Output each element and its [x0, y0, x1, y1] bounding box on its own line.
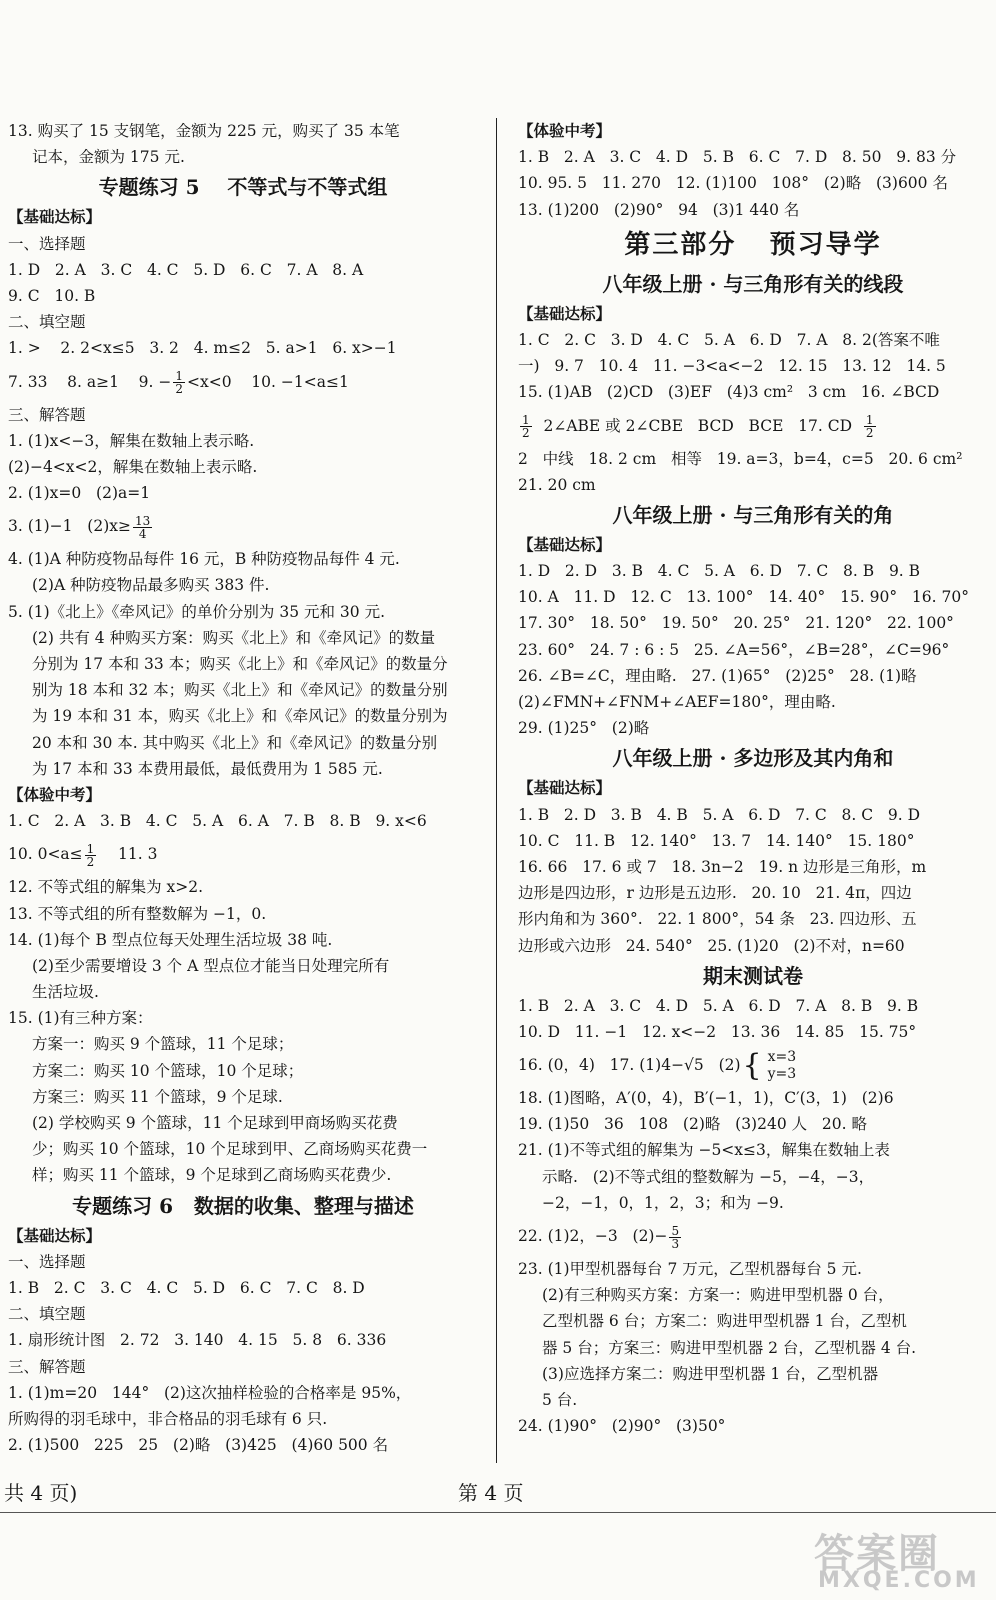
- answer-text: 3. (1)−1 (2)x≥: [8, 517, 131, 536]
- fraction-denominator: 2: [86, 854, 95, 869]
- answer-line: 13. 不等式组的所有整数解为 −1，0.: [8, 904, 267, 923]
- fraction-denominator: 2: [522, 426, 530, 440]
- fraction: [173, 370, 185, 395]
- section-heading: 八年级上册 · 与三角形有关的角: [612, 502, 894, 527]
- answer-line: 4. (1)A 种防疫物品每件 16 元，B 种防疫物品每件 4 元.: [8, 550, 400, 569]
- fraction-denominator: 3: [671, 1236, 680, 1251]
- answer-text: <x<0 10. −1<a≤1: [187, 372, 349, 391]
- answer-line: 23. (1)甲型机器每台 7 万元，乙型机器每台 5 元.: [518, 1260, 862, 1278]
- answer-line: (2)−4<x<2，解集在数轴上表示略.: [8, 457, 258, 476]
- bottom-rule: [0, 1512, 996, 1513]
- question-type-label: 二、填空题: [8, 313, 86, 332]
- answer-line: 12. 不等式组的解集为 x>2.: [8, 878, 204, 897]
- answer-line: 1. D 2. D 3. B 4. C 5. A 6. D 7. C 8. B 9. B: [518, 562, 921, 581]
- question-type-label: 二、填空题: [8, 1305, 86, 1324]
- answer-line: 1. B 2. A 3. C 4. D 5. B 6. C 7. D 8. 50 9. 83 分: [518, 148, 957, 167]
- fraction-numerator: 1: [522, 413, 530, 427]
- column-divider: [496, 118, 497, 1463]
- fraction-numerator: 1: [175, 369, 184, 383]
- answer-line: (3)应选择方案二：购进甲型机器 1 台，乙型机器: [542, 1364, 879, 1383]
- answer-line: 1. C 2. C 3. D 4. C 5. A 6. D 7. A 8. 2(答案不唯: [518, 330, 940, 349]
- answer-line: 别为 18 本和 32 本；购买《北上》和《牵风记》的数量分别: [32, 681, 448, 700]
- subsection-tag: 【基础达标】: [518, 304, 612, 323]
- answer-line-with-fraction: [8, 834, 478, 874]
- answer-text: 22. (1)2，−3 (2)−: [518, 1227, 668, 1245]
- answer-line: 方案二：购买 10 个篮球，10 个足球；: [32, 1061, 304, 1080]
- fraction-numerator: 5: [671, 1223, 680, 1238]
- question-type-label: 三、解答题: [8, 405, 86, 424]
- answer-line: 1. B 2. D 3. B 4. B 5. A 6. D 7. C 8. C 9. D: [518, 805, 921, 824]
- answer-line-with-fraction: [518, 406, 988, 446]
- footer-total-pages: 共 4 页): [4, 1481, 78, 1505]
- answer-line-with-system: [518, 1045, 988, 1085]
- answer-text: 7. 33 8. a≥1 9. −: [8, 372, 172, 391]
- answer-line: 21. 20 cm: [518, 475, 596, 494]
- answer-line: 23. 60° 24. 7 : 6 : 5 25. ∠A=56°，∠B=28°，∠C=96°: [518, 640, 950, 659]
- watermark-logo: [814, 1530, 980, 1594]
- answer-line: 2. (1)x=0 (2)a=1: [8, 484, 151, 503]
- answer-line: 一) 9. 7 10. 4 11. −3<a<−2 12. 15 13. 12 14. 5: [518, 357, 946, 376]
- answer-line: 1. 扇形统计图 2. 72 3. 140 4. 15 5. 8 6. 336: [8, 1331, 387, 1350]
- answer-line: 10. 95. 5 11. 270 12. (1)100 108° (2)略 (3)600 名: [518, 174, 948, 193]
- answer-line: 2 中线 18. 2 cm 相等 19. a=3，b=4，c=5 20. 6 cm²: [518, 449, 963, 468]
- equation-system: [766, 1049, 799, 1083]
- fraction-denominator: 4: [138, 526, 147, 541]
- fraction: [669, 1225, 681, 1250]
- answer-line: 13. 购买了 15 支钢笔，金额为 225 元，购买了 35 本笔: [8, 122, 400, 140]
- answer-line: 13. (1)200 (2)90° 94 (3)1 440 名: [518, 200, 800, 219]
- answer-line: 方案一：购买 9 个篮球，11 个足球；: [32, 1035, 294, 1054]
- fraction: [864, 414, 876, 439]
- answer-line: 1. (1)x<−3，解集在数轴上表示略.: [8, 431, 255, 450]
- answer-line-with-fraction: [8, 506, 478, 546]
- subsection-tag: 【基础达标】: [8, 1226, 102, 1245]
- answer-line: 1. > 2. 2<x≤5 3. 2 4. m≤2 5. a>1 6. x>−1: [8, 339, 397, 358]
- question-type-label: 一、选择题: [8, 1252, 86, 1271]
- answer-line-with-fraction: [518, 1216, 988, 1256]
- answer-line: 1. D 2. A 3. C 4. C 5. D 6. C 7. A 8. A: [8, 260, 364, 279]
- answer-line: 29. (1)25° (2)略: [518, 719, 650, 738]
- answer-line: 生活垃圾.: [32, 983, 99, 1002]
- answer-line: 10. D 11. −1 12. x<−2 13. 36 14. 85 15. 75°: [518, 1022, 917, 1041]
- answer-line: 10. C 11. B 12. 140° 13. 7 14. 140° 15. 180°: [518, 831, 915, 850]
- answer-text: 16. (0，4) 17. (1)4−√5 (2): [518, 1056, 741, 1075]
- fraction-numerator: 1: [86, 841, 95, 856]
- fraction-numerator: 13: [135, 513, 151, 528]
- answer-line: 16. 66 17. 6 或 7 18. 3n−2 19. n 边形是三角形，m: [518, 857, 927, 876]
- answer-line: 18. (1)图略，A′(0，4)，B′(−1，1)，C′(3，1) (2)6: [518, 1089, 894, 1108]
- footer-page-number: 第 4 页: [458, 1481, 524, 1505]
- question-type-label: 三、解答题: [8, 1357, 86, 1376]
- answer-line: 5 台.: [542, 1390, 578, 1409]
- answer-line: 19. (1)50 36 108 (2)略 (3)240 人 20. 略: [518, 1115, 867, 1134]
- answer-line: (2)至少需要增设 3 个 A 型点位才能当日处理完所有: [32, 956, 390, 975]
- watermark-url: MXQE.COM: [818, 1568, 980, 1593]
- equation-line: x=3: [767, 1049, 797, 1066]
- subsection-tag: 【体验中考】: [8, 785, 102, 804]
- answer-line: 乙型机器 6 台；方案二：购进甲型机器 1 台，乙型机: [542, 1312, 907, 1331]
- fraction: [85, 843, 97, 868]
- subsection-tag: 【基础达标】: [518, 535, 612, 554]
- answer-line: 1. B 2. A 3. C 4. D 5. A 6. D 7. A 8. B 9. B: [518, 996, 919, 1015]
- section-heading: 期末测试卷: [703, 963, 803, 988]
- answer-line-with-fraction: [8, 362, 478, 402]
- answer-line: 10. A 11. D 12. C 13. 100° 14. 40° 15. 90° 16. 70°: [518, 588, 969, 607]
- section-heading: 专题练习 5 不等式与不等式组: [98, 175, 388, 200]
- answer-line: 20 本和 30 本. 其中购买《北上》和《牵风记》的数量分别: [32, 733, 438, 752]
- part-heading: 第三部分 预习导学: [624, 229, 882, 260]
- answer-line: 形内角和为 360°. 22. 1 800°，54 条 23. 四边形、五: [518, 910, 917, 929]
- answer-line: (2)A 种防疫物品最多购买 383 件.: [32, 576, 270, 595]
- fraction: [133, 515, 152, 540]
- answer-line: 为 17 本和 33 本费用最低，最低费用为 1 585 元.: [32, 759, 383, 778]
- question-type-label: 一、选择题: [8, 234, 86, 253]
- answer-line: 分别为 17 本和 33 本；购买《北上》和《牵风记》的数量分: [32, 655, 448, 673]
- section-heading: 专题练习 6 数据的收集、整理与描述: [72, 1193, 414, 1218]
- fraction-denominator: 2: [865, 426, 874, 440]
- fraction: [520, 414, 532, 439]
- answer-line: 9. C 10. B: [8, 286, 96, 305]
- answer-line: 2. (1)500 225 25 (2)略 (3)425 (4)60 500 名: [8, 1436, 389, 1455]
- answer-line: 21. (1)不等式组的解集为 −5<x≤3，解集在数轴上表: [518, 1141, 890, 1160]
- subsection-tag: 【基础达标】: [518, 779, 612, 798]
- answer-text: 2∠ABE 或 2∠CBE BCD BCE 17. CD: [533, 416, 862, 435]
- fraction-numerator: 1: [865, 413, 874, 427]
- answer-text: 11. 3: [98, 845, 158, 864]
- answer-line: 少；购买 10 个篮球，10 个足球到甲、乙商场购买花费一: [32, 1140, 428, 1159]
- subsection-tag: 【基础达标】: [8, 208, 102, 227]
- answer-line: 1. B 2. C 3. C 4. C 5. D 6. C 7. C 8. D: [8, 1278, 365, 1297]
- answer-line: (2)有三种购买方案：方案一：购进甲型机器 0 台，: [542, 1286, 894, 1305]
- section-heading: 八年级上册 · 多边形及其内角和: [612, 746, 894, 771]
- answer-line: 边形或六边形 24. 540° 25. (1)20 (2)不对，n=60: [518, 936, 905, 955]
- equation-line: y=3: [767, 1066, 797, 1083]
- answer-line: (2) 学校购买 9 个篮球，11 个足球到甲商场购买花费: [32, 1114, 398, 1132]
- answer-line: (2)∠FMN+∠FNM+∠AEF=180°，理由略.: [518, 693, 836, 711]
- watermark-title: 答案圈: [814, 1531, 940, 1577]
- answer-line: 5. (1)《北上》《牵风记》的单价分别为 35 元和 30 元.: [8, 602, 386, 621]
- answer-line: 1. C 2. A 3. B 4. C 5. A 6. A 7. B 8. B 9. x<6: [8, 812, 427, 831]
- answer-line: 所购得的羽毛球中，非合格品的羽毛球有 6 只.: [8, 1409, 328, 1428]
- fraction-denominator: 2: [175, 382, 184, 396]
- answer-line: 15. (1)有三种方案：: [8, 1009, 153, 1028]
- subsection-tag: 【体验中考】: [518, 122, 612, 140]
- answer-line: 24. (1)90° (2)90° (3)50°: [518, 1417, 726, 1436]
- answer-line: 15. (1)AB (2)CD (3)EF (4)3 cm² 3 cm 16. ∠BCD: [518, 383, 940, 402]
- answer-line: −2，−1，0，1，2，3；和为 −9.: [542, 1193, 784, 1212]
- answer-line: 方案三：购买 11 个篮球，9 个足球.: [32, 1087, 283, 1106]
- answer-line: 1. (1)m=20 144° (2)这次抽样检验的合格率是 95%，: [8, 1383, 412, 1402]
- right-column: [518, 118, 988, 1439]
- answer-line: 边形是四边形，r 边形是五边形. 20. 10 21. 4π，四边: [518, 884, 912, 903]
- equation-system-brace: {: [742, 1048, 762, 1084]
- answer-line: 示略. (2)不等式组的整数解为 −5，−4，−3，: [542, 1167, 875, 1186]
- answer-line: 17. 30° 18. 50° 19. 50° 20. 25° 21. 120° 22. 100°: [518, 614, 954, 633]
- answer-line: 记本，金额为 175 元.: [32, 148, 185, 167]
- answer-text: 10. 0<a≤: [8, 845, 83, 864]
- answer-line: (2) 共有 4 种购买方案：购买《北上》和《牵风记》的数量: [32, 628, 436, 647]
- answer-line: 26. ∠B=∠C，理由略. 27. (1)65° (2)25° 28. (1)略: [518, 666, 917, 685]
- answer-line: 样；购买 11 个篮球，9 个足球到乙商场购买花费少.: [32, 1166, 392, 1185]
- answer-line: 14. (1)每个 B 型点位每天处理生活垃圾 38 吨.: [8, 930, 333, 949]
- answer-line: 器 5 台；方案三：购进甲型机器 2 台，乙型机器 4 台.: [542, 1338, 917, 1357]
- answer-line: 为 19 本和 31 本，购买《北上》和《牵风记》的数量分别为: [32, 707, 448, 726]
- section-heading: 八年级上册 · 与三角形有关的线段: [602, 271, 904, 296]
- left-column: [8, 118, 478, 1458]
